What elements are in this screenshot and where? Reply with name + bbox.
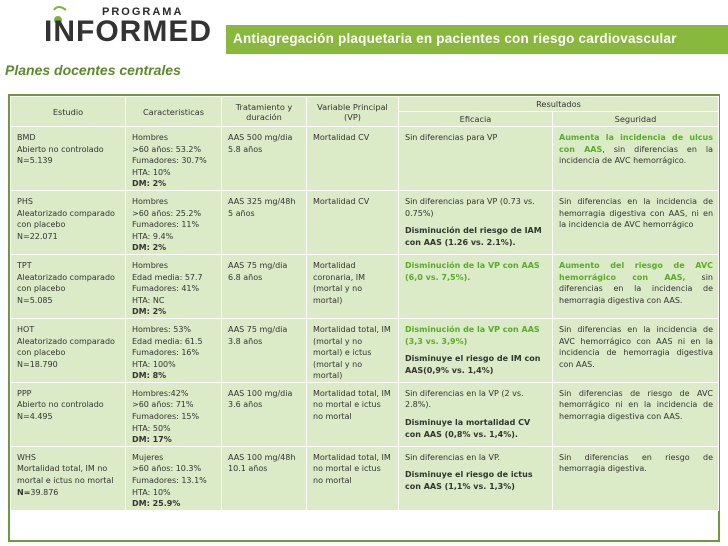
caract-dm: DM: 2%: [132, 307, 167, 317]
cell-variable: [307, 127, 399, 191]
estudio-line: BMD: [17, 133, 36, 142]
caract-line: Hombres: [132, 133, 168, 142]
table-row: [11, 127, 719, 191]
cell-caracteristicas: [126, 254, 222, 318]
cell-eficacia: [399, 318, 553, 382]
cell-tratamiento: [222, 190, 307, 254]
eficacia-highlight: Disminución de la VP con AAS (3,3 vs. 3,9%): [405, 324, 540, 346]
cell-tratamiento: [222, 127, 307, 191]
cell-tratamiento: [222, 382, 307, 446]
caract-line: Fumadores: 30.7%: [132, 156, 207, 166]
estudio-line: PPP: [17, 388, 32, 398]
eficacia-bold: Disminuye el riesgo de ictus con AAS (1,1% vs. 1,3%): [405, 470, 533, 492]
caract-line: Hombres: 53%: [132, 324, 192, 334]
eficacia-bold: Disminuye el riesgo de IM con AAS(0,9% vs. 1,4%): [405, 354, 541, 375]
cell-caracteristicas: [126, 446, 222, 510]
seguridad-text: Sin diferencias de riesgo de AVC hemorrágico ni en la incidencia de hemorragia digestiva con AAS.: [559, 388, 714, 422]
eficacia-highlight: Disminución de la VP con AAS (6,0 vs. 7,5%).: [405, 260, 540, 282]
trat-line: 10.1 años: [228, 464, 268, 474]
caract-line: HTA: NC: [132, 295, 165, 305]
cell-estudio: [11, 190, 126, 254]
table-row: [11, 254, 719, 318]
cell-caracteristicas: [126, 382, 222, 446]
caract-line: HTA: 100%: [132, 359, 176, 369]
cell-variable: [307, 382, 399, 446]
estudio-line: Abierto no controlado: [17, 144, 104, 154]
estudio-line: N=22.071: [17, 231, 58, 241]
cell-estudio: [11, 127, 126, 191]
cell-estudio: [11, 446, 126, 510]
variable-line: Mortalidad total, IM no mortal e ictus no mortal: [313, 452, 391, 486]
title-bar: [226, 25, 728, 54]
eficacia-bold: Disminución del riesgo de IAM con AAS (1.26 vs. 2.1%).: [405, 226, 542, 247]
estudio-line: N=4.495: [17, 412, 53, 422]
cell-estudio: [11, 254, 126, 318]
estudio-line: N=5.139: [17, 156, 53, 166]
estudio-line: WHS: [17, 452, 37, 462]
caract-line: Edad media: 61.5: [132, 336, 203, 346]
header-resultados: Resultados: [399, 97, 719, 112]
estudio-line: Aleatorizado comparado con placebo: [17, 336, 115, 358]
seguridad-text: , sin diferencias en la incidencia de AVC hemorrágico.: [559, 144, 713, 166]
header-eficacia: Eficacia: [399, 112, 553, 127]
trat-line: 6.8 años: [228, 272, 263, 282]
estudio-line: Mortalidad total, IM no mortal e ictus no mortal: [17, 464, 114, 486]
header-tratamiento: Tratamiento y duración: [222, 97, 307, 127]
estudio-n-label: N=: [17, 487, 31, 497]
table-row: [11, 382, 719, 446]
caract-line: >60 años: 25.2%: [132, 208, 202, 218]
caract-line: >60 años: 71%: [132, 400, 194, 410]
caract-line: HTA: 9.4%: [132, 231, 174, 241]
cell-eficacia: [399, 190, 553, 254]
cell-seguridad: [553, 382, 719, 446]
estudio-line: Aleatorizado comparado con placebo: [17, 272, 115, 294]
trat-line: AAS 500 mg/dia: [228, 133, 293, 142]
table-row: [11, 446, 719, 510]
seguridad-highlight: Aumenta la incidencia de ulcus con AAS: [559, 133, 714, 154]
caract-dm: DM: 17%: [132, 435, 172, 445]
caract-line: Fumadores: 11%: [132, 220, 200, 230]
header-caracteristicas: Caracteristicas: [126, 97, 222, 127]
eficacia-bold: Disminuye la mortalidad CV con AAS (0,8% vs. 1,4%).: [405, 418, 531, 439]
estudio-line: TPT: [17, 260, 32, 270]
caract-line: HTA: 10%: [132, 167, 171, 177]
trat-line: 5 años: [228, 208, 255, 218]
cell-seguridad: [553, 446, 719, 510]
cell-variable: [307, 318, 399, 382]
cell-eficacia: [399, 254, 553, 318]
cell-seguridad: [553, 318, 719, 382]
caract-line: Hombres: [132, 260, 168, 270]
cell-caracteristicas: [126, 190, 222, 254]
caract-line: Fumadores: 41%: [132, 284, 200, 294]
caract-line: Mujeres: [132, 452, 164, 462]
cell-seguridad: [553, 127, 719, 191]
estudio-n: [17, 487, 120, 499]
cell-tratamiento: [222, 254, 307, 318]
seguridad-text: Sin diferencias en riesgo de hemorragia digestiva.: [559, 452, 714, 474]
cell-variable: [307, 254, 399, 318]
estudio-n-value: 39.876: [30, 487, 59, 497]
cell-eficacia: [399, 127, 553, 191]
caract-line: Hombres: [132, 196, 168, 206]
estudio-line: N=5.085: [17, 295, 53, 305]
caract-line: HTA: 10%: [132, 487, 171, 497]
page-subtitle: Planes docentes centrales: [5, 62, 181, 78]
header-estudio: Estudio: [11, 97, 126, 127]
caract-line: >60 años: 10.3%: [132, 464, 202, 474]
seguridad-text: Sin diferencias en la incidencia de AVC hemorrágico con AAS ni en la incidencia de hemorragia digestiva con AAS.: [559, 324, 714, 369]
cell-eficacia: [399, 382, 553, 446]
trat-line: 5.8 años: [228, 144, 263, 154]
trat-line: AAS 100 mg/dia: [228, 388, 293, 398]
estudio-line: HOT: [17, 324, 35, 334]
cell-tratamiento: [222, 318, 307, 382]
caract-dm: DM: 2%: [132, 179, 167, 189]
estudio-line: N=18.790: [17, 359, 58, 369]
caract-line: Hombres:42%: [132, 388, 189, 398]
eficacia-text: Sin diferencias para VP (0.73 vs. 0.75%): [405, 196, 535, 218]
cell-seguridad: [553, 254, 719, 318]
informed-logo: [40, 6, 225, 50]
caract-line: >60 años: 53.2%: [132, 144, 202, 154]
trat-line: AAS 325 mg/48h: [228, 196, 296, 206]
eficacia-text: Sin diferencias para VP: [405, 133, 498, 142]
variable-line: Mortalidad CV: [313, 196, 370, 206]
logo-brand-text: INFORMED: [44, 15, 212, 48]
cell-variable: [307, 446, 399, 510]
cell-caracteristicas: [126, 318, 222, 382]
caract-dm: DM: 8%: [132, 371, 167, 381]
eficacia-text: Sin diferencias en la VP (2 vs. 2.8%).: [405, 388, 524, 410]
caract-line: Fumadores: 16%: [132, 348, 200, 358]
caract-line: HTA: 50%: [132, 423, 171, 433]
caract-line: Fumadores: 15%: [132, 412, 200, 422]
estudio-line: Abierto no controlado: [17, 400, 104, 410]
seguridad-text: sin diferencias en la incidencia de hemorragia digestiva con AAS.: [559, 272, 714, 305]
cell-eficacia: [399, 446, 553, 510]
trat-line: AAS 75 mg/dia: [228, 324, 288, 334]
variable-line: Mortalidad coronaria, IM (mortal y no mortal): [313, 260, 366, 305]
table-row: [11, 190, 719, 254]
cell-seguridad: [553, 190, 719, 254]
variable-line: Mortalidad total, IM (mortal y no mortal) e ictus (mortal y no mortal): [313, 324, 391, 381]
trat-line: 3.6 años: [228, 400, 263, 410]
results-table: [10, 96, 719, 511]
variable-line: Mortalidad total, IM no mortal e ictus no mortal: [313, 388, 391, 422]
seguridad-highlight: Aumento del riesgo de AVC hemorrágico con AAS,: [559, 260, 714, 282]
caract-dm: DM: 2%: [132, 243, 167, 253]
header-variable: Variable Principal (VP): [307, 97, 399, 127]
caract-dm: DM: 25.9%: [132, 499, 181, 509]
trat-line: 3.8 años: [228, 336, 263, 346]
caract-line: Fumadores: 13.1%: [132, 476, 207, 486]
logo-top-text: PROGRAMA: [102, 6, 184, 18]
caract-line: Edad media: 57.7: [132, 272, 203, 282]
cell-caracteristicas: [126, 127, 222, 191]
table-row: [11, 318, 719, 382]
cell-estudio: [11, 382, 126, 446]
page-title: Antiagregación plaquetaria en pacientes con riesgo cardiovascular: [233, 31, 677, 46]
cell-tratamiento: [222, 446, 307, 510]
trat-line: AAS 100 mg/48h: [228, 452, 296, 462]
cell-variable: [307, 190, 399, 254]
header-seguridad: Seguridad: [553, 112, 719, 127]
seguridad-text: Sin diferencias en la incidencia de hemorragia digestiva con AAS, ni en la incidencia de AVC hemorrágico: [559, 196, 714, 230]
variable-line: Mortalidad CV: [313, 133, 370, 142]
eficacia-text: Sin diferencias en la VP.: [405, 452, 501, 462]
trat-line: AAS 75 mg/dia: [228, 260, 288, 270]
estudio-line: Aleatorizado comparado con placebo: [17, 208, 115, 230]
estudio-line: PHS: [17, 196, 33, 206]
cell-estudio: [11, 318, 126, 382]
